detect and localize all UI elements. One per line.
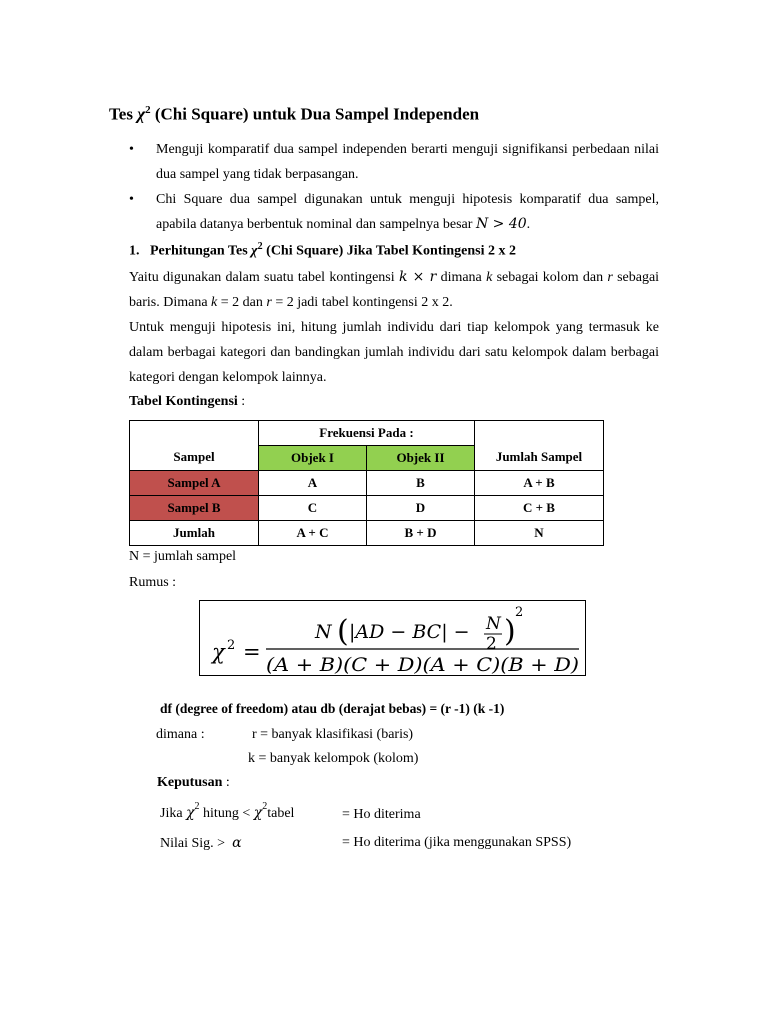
decision-2-result: = Ho diterima (jika menggunakan SPSS) bbox=[342, 835, 572, 850]
table-cell: A + C bbox=[259, 521, 367, 546]
keputusan-label: Keputusan : bbox=[157, 775, 230, 790]
section-heading: 1. Perhitungan Tes $\chi^2$ (Chi Square) Jika Tabel Kontingensi 2 x 2 bbox=[129, 241, 517, 259]
formula-open-paren: ( bbox=[337, 614, 349, 649]
header-objek-1: Objek I bbox=[259, 446, 367, 471]
n-definition: N = jumlah sampel bbox=[129, 549, 237, 564]
header-sampel: Sampel bbox=[130, 421, 259, 471]
decision-1-condition: Jika $\chi^2$ hitung < $\chi^2tabel$ bbox=[160, 801, 295, 821]
formula-num-inner: |AD − BC| − bbox=[349, 621, 470, 643]
table-cell: B + D bbox=[367, 521, 475, 546]
k-definition: k = banyak kelompok (kolom) bbox=[248, 751, 419, 766]
chi-square-formula bbox=[199, 600, 586, 676]
table-cell: B bbox=[367, 471, 475, 496]
row-label: Sampel A bbox=[130, 471, 259, 496]
chi-symbol: χ bbox=[137, 104, 146, 124]
table-cell: D bbox=[367, 496, 475, 521]
table-cell: A bbox=[259, 471, 367, 496]
paragraph-definition: Yaitu digunakan dalam suatu tabel kontingensi k × r dimana k sebagai kolom dan r sebagai baris. Dimana k = 2 dan r = 2 jadi tabel kontingensi 2 x 2. bbox=[129, 269, 660, 310]
formula-frac-den: 2 bbox=[486, 634, 497, 654]
table-row bbox=[130, 496, 604, 521]
header-objek-2: Objek II bbox=[367, 446, 475, 471]
bullet-item: • Menguji komparatif dua sampel independen berarti menguji signifikansi perbedaan nilai dua sampel yang tidak berpasangan. bbox=[129, 137, 659, 187]
contingency-table bbox=[129, 420, 604, 546]
bullet-icon: • bbox=[129, 192, 134, 207]
table-row bbox=[130, 521, 604, 546]
header-frekuensi: Frekuensi Pada : bbox=[259, 421, 475, 446]
formula-num-exp: 2 bbox=[515, 605, 524, 620]
formula-frac-num: N bbox=[486, 614, 501, 634]
bullet-list bbox=[129, 137, 659, 237]
formula-num-n: N bbox=[315, 621, 332, 643]
table-row bbox=[130, 471, 604, 496]
table-cell: C + B bbox=[475, 496, 604, 521]
decision-2-condition: Nilai Sig. > α bbox=[160, 835, 242, 851]
chi-symbol: χ bbox=[251, 243, 258, 259]
degree-of-freedom: df (degree of freedom) atau db (derajat bebas) = (r -1) (k -1) bbox=[160, 701, 505, 716]
formula-denominator: (A + B)(C + D)(A + C)(B + D) bbox=[266, 654, 579, 675]
r-definition: r = banyak klasifikasi (baris) bbox=[252, 727, 414, 742]
table-cell: N bbox=[475, 521, 604, 546]
header-jumlah-sampel: Jumlah Sampel bbox=[475, 421, 604, 471]
bullet-item: • Chi Square dua sampel digunakan untuk menguji hipotesis komparatif dua sampel, apabila datanya berbentuk nominal dan sampelnya besar N > 40. bbox=[129, 187, 659, 237]
row-label: Jumlah bbox=[130, 521, 259, 546]
paragraph-hypothesis: Untuk menguji hipotesis ini, hitung jumlah individu dari tiap kelompok yang termasuk ke dalam berbagai kategori dan bandingkan jumlah individu dari satu kelompok dalam berbagai kategori dengan kelompok lainnya. bbox=[129, 320, 659, 385]
table-cell: C bbox=[259, 496, 367, 521]
decision-1-result: = Ho diterima bbox=[342, 807, 421, 822]
table-cell: A + B bbox=[475, 471, 604, 496]
formula-label: Rumus : bbox=[129, 575, 177, 590]
formula-equals: = bbox=[243, 640, 261, 664]
formula-close-paren: ) bbox=[504, 614, 516, 649]
table-label: Tabel Kontingensi : bbox=[129, 394, 246, 409]
formula-lhs: χ bbox=[212, 640, 225, 664]
dimana-label: dimana : bbox=[156, 727, 205, 742]
page-title: Tes $\chi^2$ (Chi Square) untuk Dua Sampel Independen bbox=[109, 104, 480, 124]
formula-lhs-exp: 2 bbox=[227, 638, 236, 653]
row-label: Sampel B bbox=[130, 496, 259, 521]
bullet-icon: • bbox=[129, 142, 134, 157]
